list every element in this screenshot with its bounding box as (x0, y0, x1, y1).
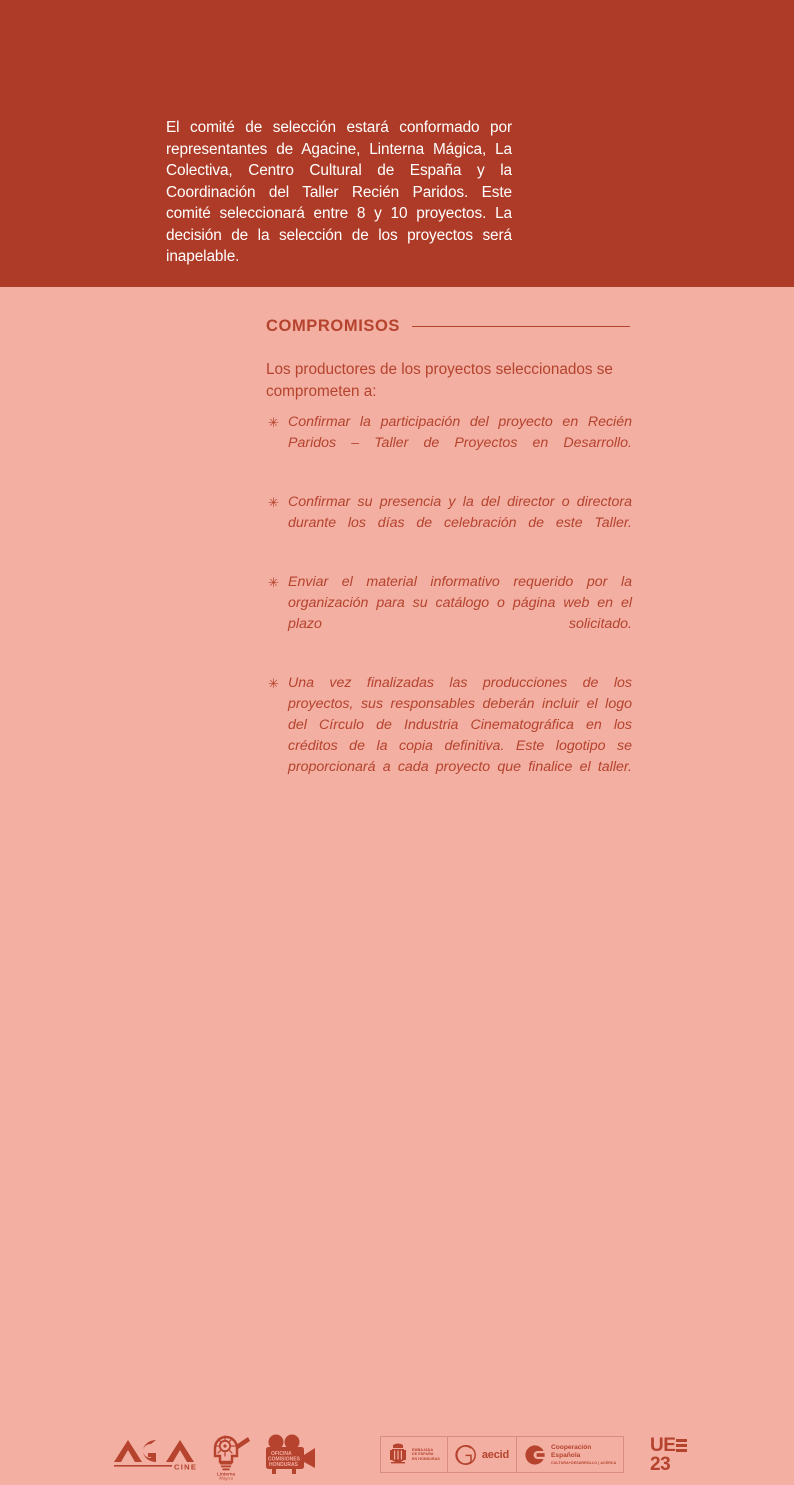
list-item-text: Enviar el material informativo requerido por la organización para su catálogo o página web en el plazo solicitado. (288, 574, 632, 632)
top-red-panel (0, 0, 794, 287)
cooperacion-label-line1: Cooperación (551, 1444, 592, 1452)
selection-committee-paragraph: El comité de selección estará conformado por representantes de Agacine, Linterna Mágica, La Colectiva, Centro Cultural de España y la Coordinación del Taller Recién Paridos. Este comité seleccionará entre 8 y 10 proyectos. La decisión de la selección de los proyectos será inapelable. (166, 119, 512, 265)
svg-text:CINE: CINE (174, 1462, 198, 1472)
film-camera-icon (262, 1434, 318, 1478)
svg-text:COMISIONES: COMISIONES (268, 1456, 300, 1463)
institutional-logo-group (380, 1436, 624, 1473)
spain-coat-of-arms-icon (388, 1442, 408, 1468)
svg-text:OFICINA: OFICINA (271, 1451, 292, 1457)
cooperacion-espanola-icon (524, 1444, 546, 1466)
asterisk-bullet-icon: ✳ (268, 575, 279, 590)
cooperacion-sublabel: CULTURA+DESARROLLO | ACERCA (551, 1460, 617, 1465)
asterisk-bullet-icon: ✳ (268, 495, 279, 510)
linterna-magica-logo (208, 1432, 252, 1480)
asterisk-bullet-icon: ✳ (268, 415, 279, 430)
ue-logo-top-row (650, 1436, 690, 1455)
aga-cine-logo (112, 1438, 196, 1474)
compromisos-divider-rule (412, 326, 630, 328)
embassy-label-line2: DE ESPAÑA (412, 1452, 434, 1457)
embassy-label-line3: EN HONDURAS (412, 1456, 440, 1461)
embassy-of-spain-logo (381, 1437, 448, 1472)
list-item-text: Confirmar su presencia y la del director o directora durante los días de celebración de este Taller. (288, 494, 632, 531)
list-item (266, 412, 632, 475)
aecid-circle-icon (455, 1444, 477, 1466)
asterisk-bullet-icon: ✳ (268, 676, 279, 691)
oficina-comisiones-honduras-logo (262, 1434, 318, 1478)
embassy-label-line1: EMBAJADA (412, 1447, 434, 1452)
list-item-text: Confirmar la participación del proyecto en Recién Paridos – Taller de Proyectos en Desarrollo. (288, 414, 632, 451)
linterna-label-line1: Linterna (217, 1471, 236, 1477)
lightbulb-head-icon (208, 1432, 252, 1480)
ue-bars-icon (676, 1439, 687, 1452)
compromisos-title: COMPROMISOS (266, 317, 401, 335)
linterna-label-line2: Mágica (219, 1475, 234, 1481)
ue-label: UE (650, 1435, 676, 1456)
list-item (266, 492, 632, 555)
commitments-lead-text: Los productores de los proyectos seleccionados se comprometen a: (266, 361, 613, 400)
ue-year-label: 23 (650, 1454, 671, 1475)
list-item (266, 572, 632, 656)
aecid-label: aecid (481, 1448, 509, 1461)
aecid-logo (448, 1437, 517, 1472)
cooperacion-espanola-logo (517, 1437, 623, 1472)
sponsor-logo-row (0, 712, 794, 1481)
aga-cine-logo-icon (112, 1438, 196, 1474)
ue-2023-logo (650, 1436, 690, 1476)
list-item-text: Una vez finalizadas las producciones de los proyectos, sus responsables deberán incluir el logo del Círculo de Industria Cinematográfica en los créditos de la copia definitiva. Este logotipo se proporcionará a cada proyecto que finalice el taller. (288, 675, 632, 775)
svg-text:HONDURAS: HONDURAS (269, 1462, 298, 1468)
compromisos-header (266, 317, 630, 336)
cooperacion-label-line2: Española (551, 1452, 581, 1459)
